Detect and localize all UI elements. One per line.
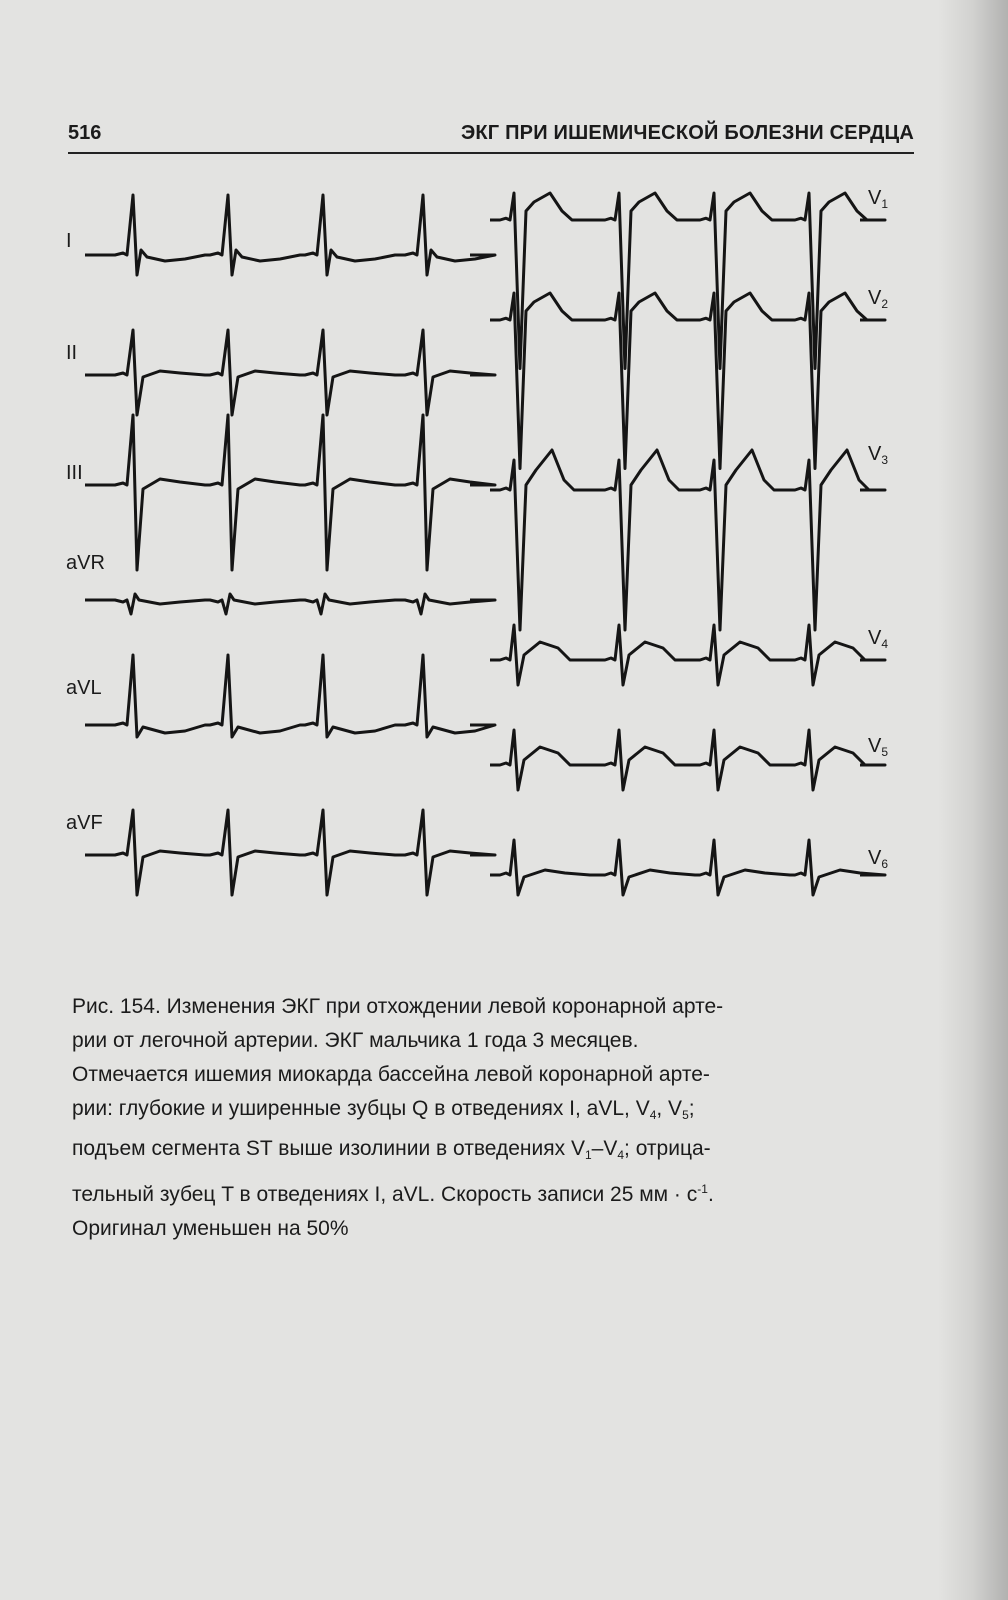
page-number: 516 [68, 122, 102, 144]
caption-line: Отмечается ишемия миокарда бассейна левой коронарной арте- [72, 1063, 710, 1086]
caption-line: Рис. 154. Изменения ЭКГ при отхождении левой коронарной арте- [72, 995, 724, 1018]
caption-line: рии: глубокие и уширенные зубцы Q в отведениях I, aVL, $V_4$, $V_5$; [72, 1097, 695, 1122]
lead-label-I: I [66, 230, 72, 252]
ecg-trace-V5 [490, 730, 885, 790]
lead-label-V5: $V_5$ [868, 735, 889, 759]
ecg-trace-V3 [490, 450, 885, 630]
ecg-trace-V1 [490, 193, 885, 369]
lead-label-III: III [66, 462, 83, 484]
ecg-trace-I [85, 195, 495, 275]
lead-label-V1: $V_1$ [868, 187, 889, 211]
lead-label-V4: $V_4$ [868, 627, 889, 651]
ecg-trace-aVF [85, 810, 495, 895]
page-edge-shadow [938, 0, 1008, 1600]
lead-label-aVF: aVF [66, 812, 103, 834]
ecg-traces [60, 175, 940, 935]
caption-line: тельный зубец T в отведениях I, aVL. Скорость записи 25 мм · $с^{-1}$. [72, 1182, 714, 1206]
lead-label-V3: $V_3$ [868, 443, 889, 467]
ecg-trace-aVL [85, 655, 495, 737]
lead-label-aVL: aVL [66, 677, 102, 699]
ecg-trace-V4 [490, 625, 885, 685]
ecg-trace-V2 [490, 293, 885, 469]
caption-line: рии от легочной артерии. ЭКГ мальчика 1 года 3 месяцев. [72, 1029, 639, 1052]
figure-caption [72, 990, 918, 1246]
caption-line: подъем сегмента ST выше изолинии в отведениях $V_1-V_4$; отрица- [72, 1137, 711, 1162]
lead-label-V2: $V_2$ [868, 287, 889, 311]
ecg-trace-V6 [490, 840, 885, 895]
ecg-trace-III [85, 415, 495, 570]
page-header [68, 122, 914, 154]
ecg-trace-aVR [85, 594, 495, 614]
lead-label-aVR: aVR [66, 552, 105, 574]
lead-label-V6: $V_6$ [868, 847, 889, 871]
ecg-trace-II [85, 330, 495, 415]
caption-line: Оригинал уменьшен на 50% [72, 1217, 349, 1240]
running-title: ЭКГ ПРИ ИШЕМИЧЕСКОЙ БОЛЕЗНИ СЕРДЦА [460, 122, 914, 144]
ecg-figure [60, 175, 940, 935]
lead-label-II: II [66, 342, 78, 364]
